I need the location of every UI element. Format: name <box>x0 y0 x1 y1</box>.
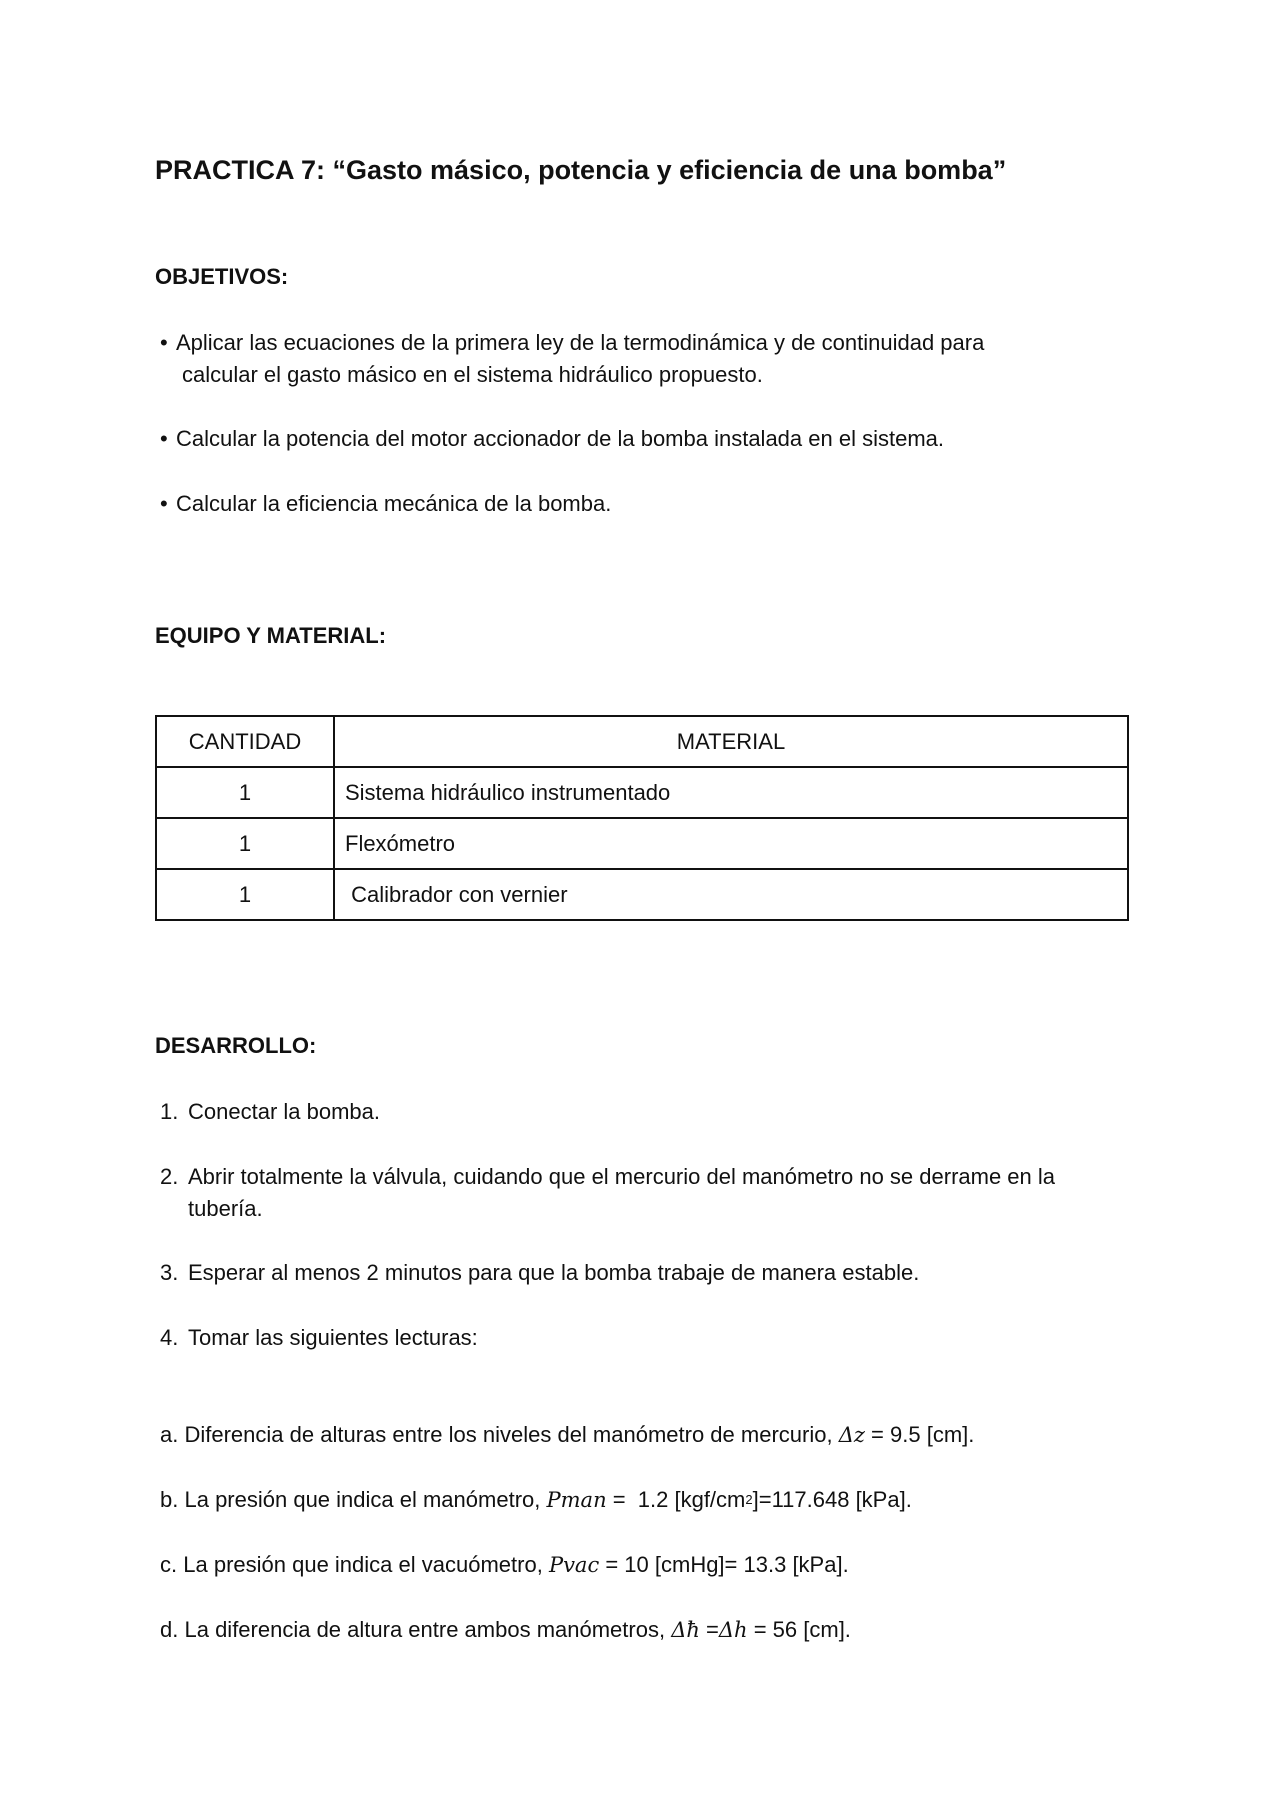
pvac-symbol: Pvac <box>548 1553 600 1577</box>
step-number: 2. <box>160 1164 179 1189</box>
objetivo-text: Aplicar las ecuaciones de la primera ley de la termodinámica y de continuidad para <box>176 330 985 355</box>
step-text: Tomar las siguientes lecturas: <box>188 1325 478 1350</box>
delta-hbar-symbol: Δħ <box>671 1618 700 1642</box>
step-item <box>0 1322 1280 1356</box>
delta-h-symbol: Δh <box>718 1618 748 1642</box>
column-header-material: MATERIAL <box>334 716 1128 767</box>
reading-letter: a. <box>160 1422 179 1447</box>
step-number: 3. <box>160 1260 179 1285</box>
reading-text: La diferencia de altura entre ambos manómetros, <box>184 1617 666 1642</box>
step-text-cont: tubería. <box>188 1196 263 1221</box>
reading-value: = 10 [cmHg]= 13.3 [kPa]. <box>599 1552 849 1577</box>
objetivos-heading: OBJETIVOS: <box>155 264 289 289</box>
column-header-cantidad: CANTIDAD <box>156 716 334 767</box>
reading-text: Diferencia de alturas entre los niveles del manómetro de mercurio, <box>184 1422 833 1447</box>
objetivo-item <box>0 423 1280 457</box>
step-text: Abrir totalmente la válvula, cuidando que el mercurio del manómetro no se derrame en la <box>188 1164 1056 1189</box>
objetivo-text-cont: calcular el gasto másico en el sistema hidráulico propuesto. <box>182 362 763 387</box>
reading-text: La presión que indica el vacuómetro, <box>183 1552 543 1577</box>
reading-letter: b. <box>160 1487 179 1512</box>
reading-value: = 1.2 [kgf/cm <box>606 1487 746 1512</box>
reading-mid: = <box>699 1617 719 1642</box>
bullet: • <box>160 330 168 355</box>
bullet: • <box>160 491 168 516</box>
step-number: 1. <box>160 1099 179 1124</box>
step-text: Conectar la bomba. <box>188 1099 380 1124</box>
reading-item <box>160 1614 851 1646</box>
material-cell: Flexómetro <box>334 818 1128 869</box>
page-title: PRACTICA 7: “Gasto másico, potencia y eficiencia de una bomba” <box>155 155 1007 185</box>
cantidad-cell: 1 <box>156 767 334 818</box>
reading-item <box>160 1549 849 1581</box>
equipo-heading: EQUIPO Y MATERIAL: <box>155 623 387 648</box>
objetivo-text: Calcular la potencia del motor accionador de la bomba instalada en el sistema. <box>176 426 944 451</box>
superscript: 2 <box>745 1492 753 1507</box>
table-row <box>156 818 1128 869</box>
reading-value-post: ]=117.648 [kPa]. <box>752 1487 912 1512</box>
material-cell: Calibrador con vernier <box>334 869 1128 920</box>
cantidad-cell: 1 <box>156 869 334 920</box>
step-item <box>0 1257 1280 1291</box>
step-number: 4. <box>160 1325 179 1350</box>
equipment-table <box>155 715 1129 921</box>
objetivo-text: Calcular la eficiencia mecánica de la bomba. <box>176 491 612 516</box>
cantidad-cell: 1 <box>156 818 334 869</box>
pman-symbol: Pman <box>546 1488 607 1512</box>
step-text: Esperar al menos 2 minutos para que la bomba trabaje de manera estable. <box>188 1260 920 1285</box>
step-item <box>0 1096 1280 1130</box>
delta-z-symbol: Δz <box>838 1423 865 1447</box>
table-header-row <box>156 716 1128 767</box>
reading-item <box>160 1419 974 1451</box>
bullet: • <box>160 426 168 451</box>
reading-value: = 56 [cm]. <box>747 1617 851 1642</box>
material-cell: Sistema hidráulico instrumentado <box>334 767 1128 818</box>
reading-letter: c. <box>160 1552 178 1577</box>
objetivo-item <box>0 327 1280 397</box>
desarrollo-heading: DESARROLLO: <box>155 1033 317 1058</box>
objetivo-item <box>0 488 1280 522</box>
table-row <box>156 767 1128 818</box>
reading-value: = 9.5 [cm]. <box>864 1422 975 1447</box>
table-row <box>156 869 1128 920</box>
reading-text: La presión que indica el manómetro, <box>184 1487 541 1512</box>
step-item <box>0 1161 1280 1231</box>
reading-item <box>160 1484 912 1516</box>
reading-letter: d. <box>160 1617 179 1642</box>
